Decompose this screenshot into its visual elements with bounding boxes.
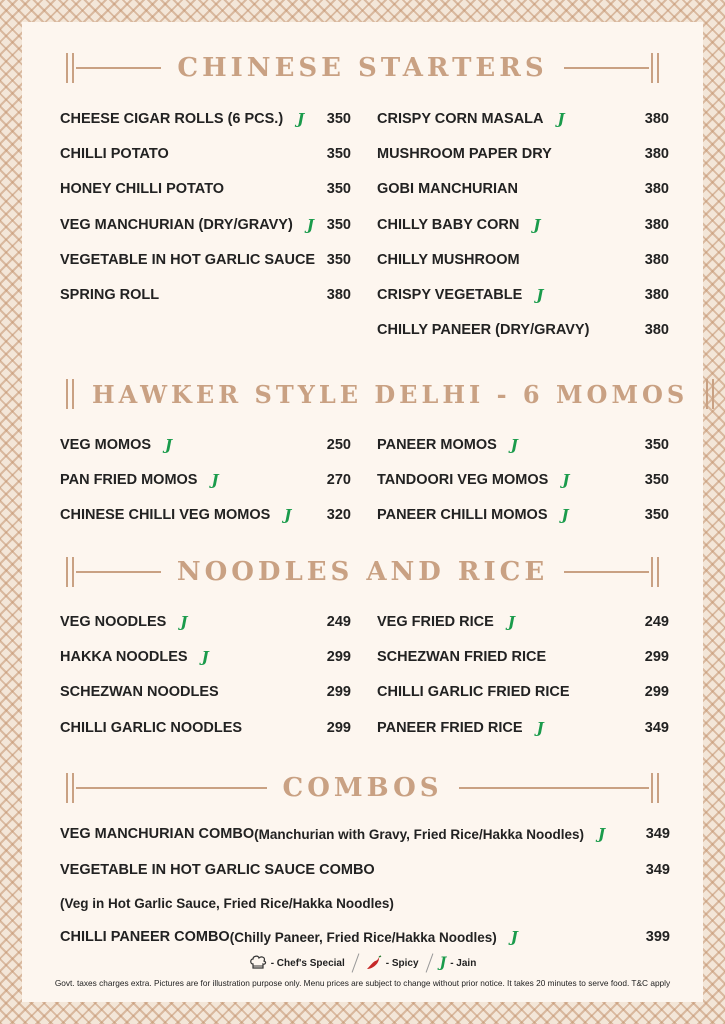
item-price: 350 xyxy=(326,251,351,268)
heading-ornament xyxy=(702,379,718,409)
heading-rule xyxy=(564,67,649,69)
combo-row xyxy=(60,927,670,947)
heading-rule xyxy=(459,787,650,789)
jain-icon: J xyxy=(180,613,188,631)
menu-item xyxy=(377,612,669,632)
item-name: MUSHROOM PAPER DRY xyxy=(377,146,552,163)
section-title: COMBOS xyxy=(282,773,443,803)
combo-price: 399 xyxy=(645,929,670,945)
item-name: PANEER FRIED RICE xyxy=(377,719,523,736)
menu-item xyxy=(377,179,669,199)
combo-description: (Veg in Hot Garlic Sauce, Fried Rice/Hakka Noodles) xyxy=(60,895,394,911)
item-price: 380 xyxy=(644,111,669,127)
combo-description: (Chilly Paneer, Fried Rice/Hakka Noodles) xyxy=(229,929,497,945)
item-name: PAN FRIED MOMOS xyxy=(60,472,198,488)
item-name: CHILLI POTATO xyxy=(60,146,169,163)
item-price: 349 xyxy=(644,719,669,736)
heading-rule xyxy=(76,787,267,789)
combo-description: (Manchurian with Gravy, Fried Rice/Hakka Noodles) xyxy=(254,826,584,842)
menu-item xyxy=(377,505,669,525)
menu-item xyxy=(377,215,669,235)
menu-item xyxy=(377,250,669,270)
menu-item xyxy=(60,250,351,270)
jain-icon: J xyxy=(510,436,518,454)
combo-name: VEGETABLE IN HOT GARLIC SAUCE COMBO xyxy=(60,862,375,878)
jain-icon: J xyxy=(562,471,570,489)
menu-item xyxy=(377,285,669,305)
heading-rule xyxy=(76,571,161,573)
jain-icon: J xyxy=(561,506,569,524)
combo-name: VEG MANCHURIAN COMBO xyxy=(60,826,255,842)
legend-chef-label: - Chef's Special xyxy=(270,957,345,969)
combo-price: 349 xyxy=(645,862,670,878)
item-name: VEG MANCHURIAN (DRY/GRAVY) xyxy=(60,216,293,233)
item-name: CRISPY VEGETABLE xyxy=(377,287,523,303)
item-name: CHILLI GARLIC NOODLES xyxy=(60,719,243,736)
menu-item xyxy=(377,682,669,702)
jain-icon: J xyxy=(557,110,565,128)
combo-row xyxy=(60,860,670,880)
jain-icon: J xyxy=(536,286,544,304)
menu-item xyxy=(377,320,669,340)
jain-icon: J xyxy=(165,436,173,454)
jain-icon: J xyxy=(533,215,541,234)
item-name: SCHEZWAN FRIED RICE xyxy=(377,649,547,666)
item-name: CHILLY BABY CORN xyxy=(377,216,520,233)
heading-ornament xyxy=(647,53,663,83)
item-price: 350 xyxy=(326,216,351,233)
item-name: CHILLI GARLIC FRIED RICE xyxy=(377,684,570,701)
menu-item xyxy=(377,718,669,738)
item-name: PANEER CHILLI MOMOS xyxy=(377,507,548,523)
menu-item xyxy=(60,285,351,305)
section-title: HAWKER STYLE DELHI - 6 MOMOS xyxy=(92,379,689,409)
heading-combos xyxy=(62,768,663,808)
legend-divider xyxy=(425,953,433,972)
menu-item xyxy=(377,647,669,667)
item-name: CHILLY MUSHROOM xyxy=(377,251,520,268)
legend-jain-label: - Jain xyxy=(450,957,477,969)
item-price: 350 xyxy=(326,181,351,198)
item-price: 299 xyxy=(644,649,669,666)
menu-item xyxy=(60,215,351,235)
heading-rule xyxy=(564,571,649,573)
item-price: 350 xyxy=(326,111,351,127)
chilli-icon xyxy=(366,955,382,971)
jain-icon: J xyxy=(507,613,515,631)
menu-item xyxy=(60,144,351,164)
legend-spicy-label: - Spicy xyxy=(385,957,419,969)
menu-item xyxy=(60,647,351,667)
section-title: NOODLES AND RICE xyxy=(176,557,549,587)
item-name: GOBI MANCHURIAN xyxy=(377,181,518,198)
combo-price: 349 xyxy=(645,826,670,842)
item-price: 250 xyxy=(326,437,351,453)
heading-noodles-rice xyxy=(62,552,663,592)
item-price: 350 xyxy=(644,472,669,488)
heading-ornament xyxy=(647,773,663,803)
item-name: VEG FRIED RICE xyxy=(377,614,494,630)
jain-icon: J xyxy=(211,471,219,489)
item-name: CHEESE CIGAR ROLLS (6 PCS.) xyxy=(60,111,284,127)
item-name: SPRING ROLL xyxy=(60,287,160,303)
item-price: 299 xyxy=(326,684,351,701)
item-price: 249 xyxy=(326,614,351,630)
item-name: HAKKA NOODLES xyxy=(60,649,188,666)
legend xyxy=(0,952,725,974)
menu-item xyxy=(60,435,351,455)
heading-momos xyxy=(62,374,689,414)
item-price: 380 xyxy=(644,146,669,163)
heading-ornament xyxy=(647,557,663,587)
heading-rule xyxy=(76,67,161,69)
item-name: TANDOORI VEG MOMOS xyxy=(377,472,549,488)
menu-item xyxy=(377,470,669,490)
item-name: VEG MOMOS xyxy=(60,437,152,453)
menu-item xyxy=(60,470,351,490)
menu-item xyxy=(60,718,351,738)
menu-item xyxy=(377,109,669,129)
item-name: VEG NOODLES xyxy=(60,614,167,630)
item-price: 380 xyxy=(644,181,669,198)
footer-disclaimer: Govt. taxes charges extra. Pictures are for illustration purpose only. Menu prices are subject to change without prior notice. It takes 20 minutes to serve food. T&C apply xyxy=(54,978,671,988)
jain-icon: J xyxy=(284,506,292,524)
jain-icon: J xyxy=(536,718,544,737)
jain-icon: J xyxy=(297,110,305,128)
jain-icon: J xyxy=(439,955,447,971)
item-price: 350 xyxy=(644,507,669,523)
item-price: 320 xyxy=(326,507,351,523)
item-name: CHINESE CHILLI VEG MOMOS xyxy=(60,507,271,523)
menu-item xyxy=(60,505,351,525)
menu-item xyxy=(60,109,351,129)
combo-name: CHILLI PANEER COMBO xyxy=(60,929,230,945)
item-name: CHILLY PANEER (DRY/GRAVY) xyxy=(377,322,590,339)
jain-icon: J xyxy=(597,825,606,843)
combo-row xyxy=(60,824,670,844)
item-name: CRISPY CORN MASALA xyxy=(377,111,544,127)
menu-item xyxy=(60,682,351,702)
item-price: 380 xyxy=(644,287,669,303)
item-price: 380 xyxy=(644,322,669,339)
section-title: CHINESE STARTERS xyxy=(177,53,548,83)
jain-icon: J xyxy=(510,928,518,946)
item-price: 249 xyxy=(644,614,669,630)
item-price: 380 xyxy=(644,216,669,233)
combo-row xyxy=(60,893,670,913)
item-name: VEGETABLE IN HOT GARLIC SAUCE xyxy=(60,251,316,268)
item-name: PANEER MOMOS xyxy=(377,437,497,453)
item-name: SCHEZWAN NOODLES xyxy=(60,684,219,701)
item-name: HONEY CHILLI POTATO xyxy=(60,181,225,198)
legend-divider xyxy=(351,953,359,972)
menu-item xyxy=(60,179,351,199)
jain-icon: J xyxy=(201,648,209,667)
menu-item xyxy=(60,612,351,632)
item-price: 350 xyxy=(644,437,669,453)
item-price: 299 xyxy=(644,684,669,701)
heading-chinese-starters xyxy=(62,48,663,88)
chef-hat-icon xyxy=(249,955,267,971)
item-price: 299 xyxy=(326,649,351,666)
heading-ornament xyxy=(62,379,78,409)
jain-icon: J xyxy=(306,215,314,234)
item-price: 270 xyxy=(326,472,351,488)
item-price: 380 xyxy=(644,251,669,268)
item-price: 380 xyxy=(326,287,351,303)
menu-item xyxy=(377,144,669,164)
menu-item xyxy=(377,435,669,455)
item-price: 350 xyxy=(326,146,351,163)
item-price: 299 xyxy=(326,719,351,736)
